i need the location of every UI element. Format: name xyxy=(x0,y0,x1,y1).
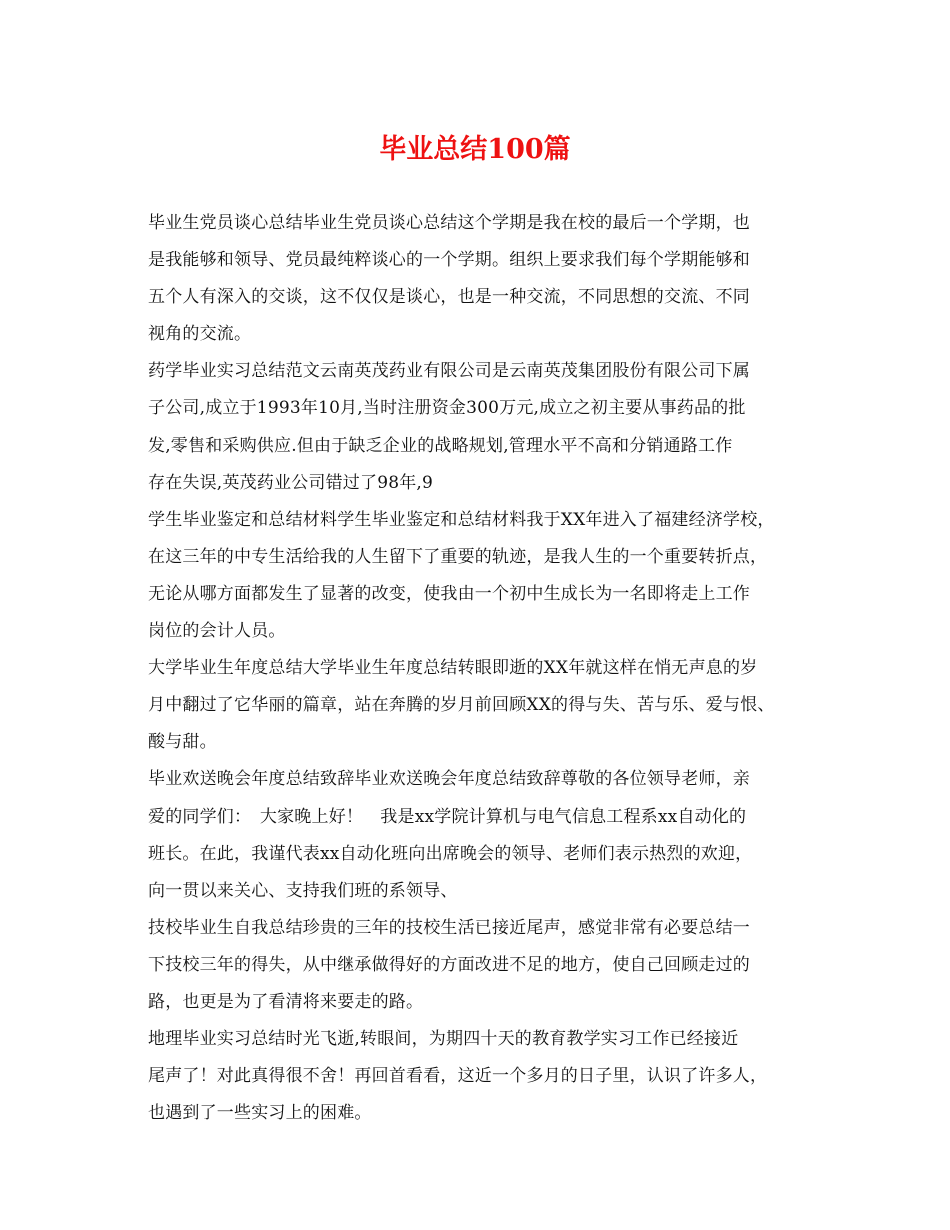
text-line: 也遇到了一些实习上的困难。 xyxy=(148,1103,372,1124)
text-line: 无论从哪方面都发生了显著的改变，使我由一个初中生成长为一名即将走上工作 xyxy=(148,583,750,604)
text-line: 技校毕业生自我总结珍贵的三年的技校生活已接近尾声，感觉非常有必要总结一 xyxy=(148,917,750,938)
text-line: 大学毕业生年度总结大学毕业生年度总结转眼即逝的XX年就这样在悄无声息的岁 xyxy=(148,658,758,679)
text-line: 岗位的会计人员。 xyxy=(148,621,286,642)
text-line: 五个人有深入的交谈，这不仅仅是谈心，也是一种交流，不同思想的交流、不同 xyxy=(148,287,750,308)
text-line: 酸与甜。 xyxy=(148,732,217,753)
text-line: 月中翻过了它华丽的篇章，站在奔腾的岁月前回顾XX的得与失、苦与乐、爱与恨、 xyxy=(148,695,775,716)
text-line: 发,零售和采购供应.但由于缺乏企业的战略规划,管理水平不高和分销通路工作 xyxy=(148,435,733,456)
text-line: 毕业欢送晚会年度总结致辞毕业欢送晚会年度总结致辞尊敬的各位领导老师，亲 xyxy=(148,769,750,790)
text-line: 班长。在此，我谨代表xx自动化班向出席晚会的领导、老师们表示热烈的欢迎， xyxy=(148,843,753,864)
text-line: 地理毕业实习总结时光飞逝,转眼间，为期四十天的教育教学实习工作已经接近 xyxy=(148,1029,739,1050)
text-line: 是我能够和领导、党员最纯粹谈心的一个学期。组织上要求我们每个学期能够和 xyxy=(148,250,750,271)
document-title: 毕业总结100篇 xyxy=(379,134,571,165)
text-line: 毕业生党员谈心总结毕业生党员谈心总结这个学期是我在校的最后一个学期，也 xyxy=(148,213,750,233)
text-line: 下技校三年的得失，从中继承做得好的方面改进不足的地方，使自己回顾走过的 xyxy=(148,954,750,975)
text-line: 在这三年的中专生活给我的人生留下了重要的轨迹，是我人生的一个重要转折点， xyxy=(148,546,768,567)
text-line: 存在失误,英茂药业公司错过了98年,9 xyxy=(148,472,434,493)
text-line: 子公司,成立于1993年10月,当时注册资金300万元,成立之初主要从事药品的批 xyxy=(148,398,746,419)
text-line: 药学毕业实习总结范文云南英茂药业有限公司是云南英茂集团股份有限公司下属 xyxy=(148,361,750,382)
text-line: 路，也更是为了看清将来要走的路。 xyxy=(148,991,424,1012)
text-line: 爱的同学们： 大家晚上好！ 我是xx学院计算机与电气信息工程系xx自动化的 xyxy=(148,806,747,827)
document-body xyxy=(148,205,828,1132)
text-line: 尾声了！对此真得很不舍！再回首看看，这近一个多月的日子里，认识了许多人， xyxy=(148,1066,768,1087)
text-line: 视角的交流。 xyxy=(148,324,252,345)
text-line: 向一贯以来关心、支持我们班的系领导、 xyxy=(148,880,458,901)
text-line: 学生毕业鉴定和总结材料学生毕业鉴定和总结材料我于XX年进入了福建经济学校， xyxy=(148,509,775,530)
